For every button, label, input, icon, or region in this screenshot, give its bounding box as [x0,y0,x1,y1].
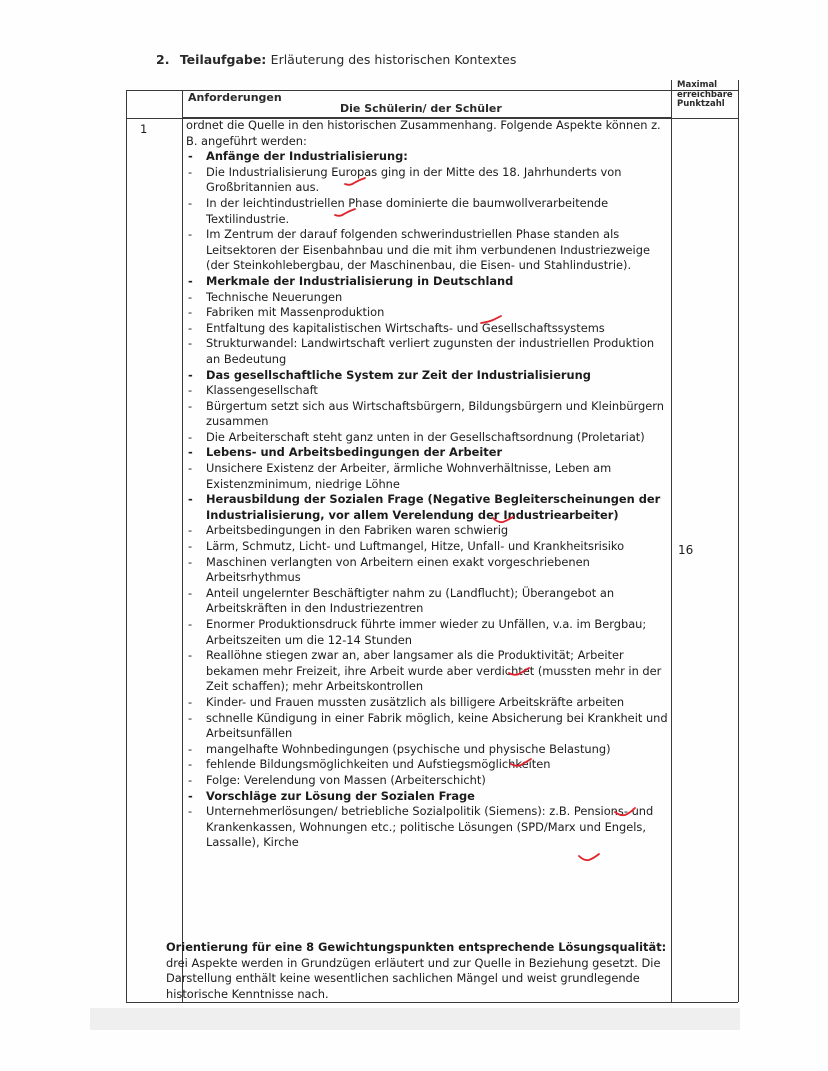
max-points-header [677,81,737,110]
aspect-item: - Unsichere Existenz der Arbeiter, ärmliche Wohnverhältnisse, Leben am Existenzminimum, niedrige Löhne [186,461,670,492]
table-right-border [738,80,739,1002]
aspect-heading: - Anfänge der Industrialisierung: [186,149,670,165]
summary-lead: Orientierung für eine 8 Gewichtungspunkten entsprechende Lösungsqualität: [166,940,667,954]
aspect-item: - Entfaltung des kapitalistischen Wirtschafts- und Gesellschaftssystems [186,321,670,337]
aspect-item: - Enormer Produktionsdruck führte immer wieder zu Unfällen, v.a. im Bergbau; Arbeitszeiten um die 12-14 Stunden [186,617,670,648]
scan-shadow [90,1008,740,1030]
aspect-item: - Strukturwandel: Landwirtschaft verliert zugunsten der industriellen Produktion an Bedeutung [186,336,670,367]
aspect-item: - Arbeitsbedingungen in den Fabriken waren schwierig [186,523,670,539]
intro-text: ordnet die Quelle in den historischen Zusammenhang. Folgende Aspekte können z. B. angeführt werden: [186,118,661,148]
aspect-item: - fehlende Bildungsmöglichkeiten und Aufstiegsmöglichkeiten [186,757,670,773]
check-mark-icon [508,667,530,677]
aspect-item: - Bürgertum setzt sich aus Wirtschaftsbürgern, Bildungsbürgern und Kleinbürgern zusammen [186,399,670,430]
aspect-item: - In der leichtindustriellen Phase dominierte die baumwollverarbeitende Textilindustrie. [186,196,670,227]
aspect-item: - Fabriken mit Massenproduktion [186,305,670,321]
points-column-border [671,80,672,1002]
aspect-item: - Die Industrialisierung Europas ging in der Mitte des 18. Jahrhunderts von Großbritannien aus. [186,165,670,196]
check-mark-icon [578,853,600,863]
aspect-heading: - Herausbildung der Sozialen Frage (Negative Begleiterscheinungen der Industrialisierung, vor allem Verelendung der Industriearbeiter) [186,492,670,523]
check-mark-icon [510,758,532,768]
check-mark-icon [344,177,366,187]
table-left-border [126,90,127,1002]
aspect-item: - Unternehmerlösungen/ betriebliche Sozialpolitik (Siemens): z.B. Pensions- und Krankenkassen, Wohnungen etc.; politische Lösungen (SPD/Marx und Engels, Lassalle), Kirche [186,804,670,851]
check-mark-icon [334,208,356,218]
aspect-item: - Klassengesellschaft [186,383,670,399]
number-column-border [182,90,183,1002]
aspect-item: - Im Zentrum der darauf folgenden schwerindustriellen Phase standen als Leitsektoren der Eisenbahnbau und die mit ihm verbundenen Industriezweige (der Steinkohlebergbau, der Maschinenbau, die Eisen- und Stahlindustrie). [186,227,670,274]
aspect-item: - Die Arbeiterschaft steht ganz unten in der Gesellschaftsordnung (Proletariat) [186,430,670,446]
aspect-list [186,149,670,851]
aspect-item: - Kinder- und Frauen mussten zusätzlich als billigere Arbeitskräfte arbeiten [186,695,670,711]
aspect-item: - schnelle Kündigung in einer Fabrik möglich, keine Absicherung bei Krankheit und Arbeitsunfällen [186,711,670,742]
aspect-heading: - Vorschläge zur Lösung der Sozialen Frage [186,789,670,805]
aspect-item: - Technische Neuerungen [186,290,670,306]
aspect-item: - Anteil ungelernter Beschäftigter nahm zu (Landflucht); Überangebot an Arbeitskräften in den Industriezentren [186,586,670,617]
aspect-item: - mangelhafte Wohnbedingungen (psychische und physische Belastung) [186,742,670,758]
aspect-item: - Lärm, Schmutz, Licht- und Luftmangel, Hitze, Unfall- und Krankheitsrisiko [186,539,670,555]
aspect-item: - Folge: Verelendung von Massen (Arbeiterschicht) [186,773,670,789]
check-mark-icon [614,807,636,817]
student-header: Die Schülerin/ der Schüler [340,102,502,115]
requirements-header: Anforderungen [188,91,282,104]
check-mark-icon [492,515,514,525]
section-label: Teilaufgabe: [179,52,267,67]
summary-text: drei Aspekte werden in Grundzügen erläutert und zur Quelle in Beziehung gesetzt. Die Darstellung enthält keine wesentlichen sachlichen Mängel und weist grundlegende historische Kenntnisse nach. [166,955,661,1001]
max-points-header-line: Maximal [677,80,718,90]
max-points-header-line: Punktzahl [677,99,725,109]
section-title: Erläuterung des historischen Kontextes [270,52,517,67]
section-heading [156,52,516,67]
row-number: 1 [140,122,148,136]
aspect-item: - Maschinen verlangten von Arbeitern einen exakt vorgeschriebenen Arbeitsrhythmus [186,555,670,586]
aspect-heading: - Das gesellschaftliche System zur Zeit der Industrialisierung [186,368,670,384]
max-points-header-line: erreichbare [677,89,733,100]
points-value: 16 [678,543,694,557]
grading-summary [166,940,670,1002]
aspect-heading: - Lebens- und Arbeitsbedingungen der Arbeiter [186,445,670,461]
requirements-content [186,118,670,851]
aspect-item: - Reallöhne stiegen zwar an, aber langsamer als die Produktivität; Arbeiter bekamen mehr Freizeit, ihre Arbeit wurde aber verdichtet (mussten mehr in der Zeit schaffen); mehr Arbeitskontrollen [186,648,670,695]
section-number: 2. [156,52,170,67]
check-mark-icon [480,315,502,325]
aspect-heading: - Merkmale der Industrialisierung in Deutschland [186,274,670,290]
